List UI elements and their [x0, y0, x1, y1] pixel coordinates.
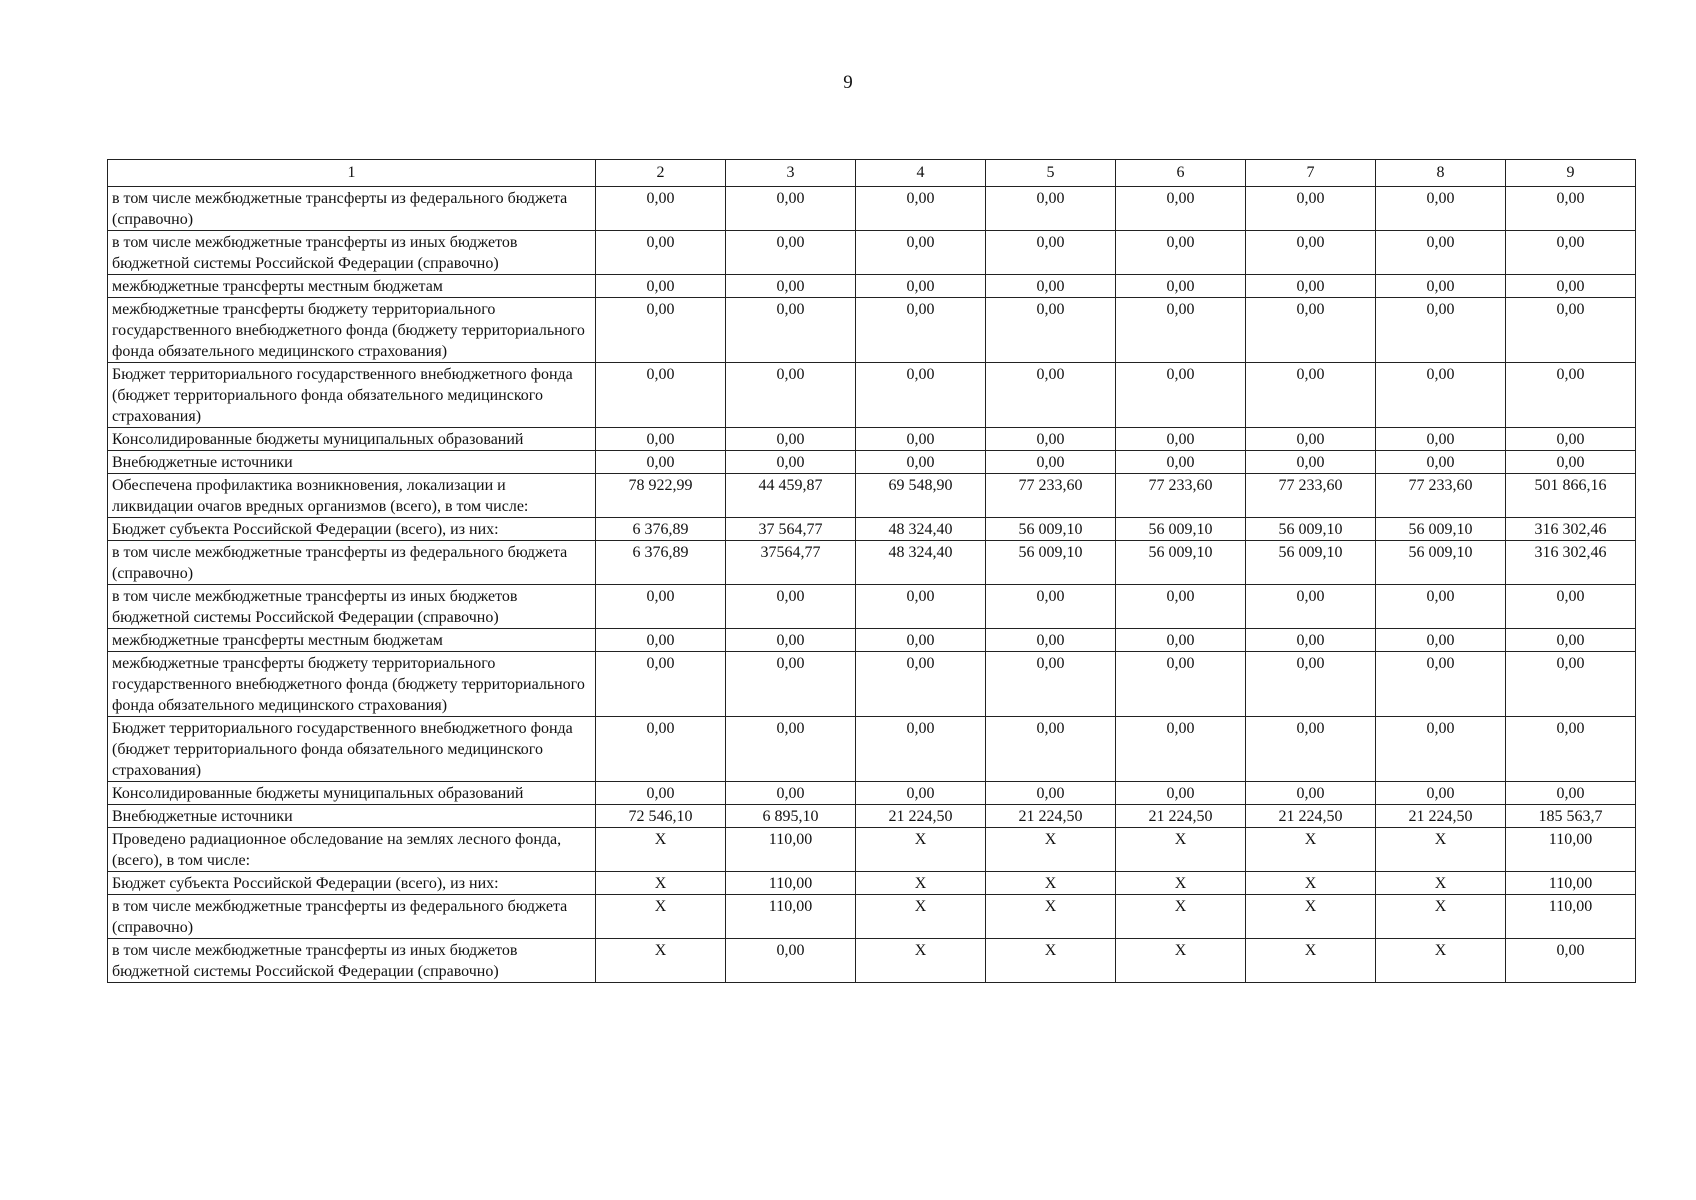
cell-value: 0,00 — [1116, 717, 1246, 782]
cell-value: 0,00 — [1376, 298, 1506, 363]
cell-value: 501 866,16 — [1506, 474, 1636, 518]
cell-value: 0,00 — [986, 629, 1116, 652]
cell-value: 0,00 — [986, 451, 1116, 474]
cell-value: 0,00 — [726, 652, 856, 717]
cell-value: 0,00 — [1116, 298, 1246, 363]
cell-value: 0,00 — [1376, 187, 1506, 231]
cell-value: 0,00 — [596, 629, 726, 652]
cell-value: 0,00 — [986, 717, 1116, 782]
cell-value: 316 302,46 — [1506, 541, 1636, 585]
cell-value: 0,00 — [726, 585, 856, 629]
cell-value: 21 224,50 — [986, 805, 1116, 828]
row-label: в том числе межбюджетные трансферты из иных бюджетов бюджетной системы Российской Федерации (справочно) — [108, 231, 596, 275]
cell-value: X — [596, 939, 726, 983]
row-label: Бюджет субъекта Российской Федерации (всего), из них: — [108, 872, 596, 895]
cell-value: 0,00 — [1116, 629, 1246, 652]
cell-value: X — [1246, 939, 1376, 983]
cell-value: 0,00 — [596, 275, 726, 298]
cell-value: 0,00 — [1246, 717, 1376, 782]
table-row — [108, 298, 1636, 363]
cell-value: 0,00 — [1246, 428, 1376, 451]
cell-value: 0,00 — [726, 187, 856, 231]
table-row — [108, 939, 1636, 983]
cell-value: 0,00 — [596, 451, 726, 474]
row-label: Внебюджетные источники — [108, 805, 596, 828]
row-label: межбюджетные трансферты местным бюджетам — [108, 275, 596, 298]
cell-value: 110,00 — [1506, 872, 1636, 895]
cell-value: 0,00 — [596, 782, 726, 805]
table-row — [108, 895, 1636, 939]
cell-value: 6 376,89 — [596, 541, 726, 585]
column-header: 5 — [986, 160, 1116, 187]
cell-value: 56 009,10 — [986, 541, 1116, 585]
cell-value: 0,00 — [1116, 585, 1246, 629]
cell-value: 56 009,10 — [986, 518, 1116, 541]
cell-value: 0,00 — [596, 585, 726, 629]
cell-value: 0,00 — [1246, 782, 1376, 805]
row-label: в том числе межбюджетные трансферты из федерального бюджета (справочно) — [108, 187, 596, 231]
cell-value: 56 009,10 — [1376, 541, 1506, 585]
cell-value: 0,00 — [1116, 363, 1246, 428]
budget-table — [107, 159, 1636, 983]
cell-value: X — [1116, 872, 1246, 895]
cell-value: 0,00 — [1246, 275, 1376, 298]
cell-value: 0,00 — [986, 363, 1116, 428]
cell-value: 0,00 — [726, 298, 856, 363]
row-label: межбюджетные трансферты местным бюджетам — [108, 629, 596, 652]
row-label: Консолидированные бюджеты муниципальных образований — [108, 782, 596, 805]
row-label: в том числе межбюджетные трансферты из иных бюджетов бюджетной системы Российской Федерации (справочно) — [108, 585, 596, 629]
cell-value: 0,00 — [1376, 782, 1506, 805]
cell-value: 0,00 — [986, 782, 1116, 805]
cell-value: 0,00 — [856, 451, 986, 474]
cell-value: 0,00 — [1506, 782, 1636, 805]
cell-value: 0,00 — [986, 187, 1116, 231]
cell-value: 0,00 — [1376, 652, 1506, 717]
cell-value: 0,00 — [1506, 451, 1636, 474]
cell-value: 48 324,40 — [856, 541, 986, 585]
cell-value: 0,00 — [726, 451, 856, 474]
row-label: Бюджет территориального государственного внебюджетного фонда (бюджет территориального фонда обязательного медицинского страхования) — [108, 717, 596, 782]
table-row — [108, 872, 1636, 895]
cell-value: 0,00 — [596, 298, 726, 363]
column-header: 1 — [108, 160, 596, 187]
cell-value: 0,00 — [1506, 652, 1636, 717]
table-row — [108, 782, 1636, 805]
table-row — [108, 652, 1636, 717]
cell-value: 0,00 — [1116, 652, 1246, 717]
table-row — [108, 717, 1636, 782]
cell-value: 0,00 — [596, 231, 726, 275]
row-label: Проведено радиационное обследование на землях лесного фонда, (всего), в том числе: — [108, 828, 596, 872]
cell-value: 0,00 — [1246, 451, 1376, 474]
cell-value: X — [986, 872, 1116, 895]
cell-value: 6 895,10 — [726, 805, 856, 828]
cell-value: 21 224,50 — [1116, 805, 1246, 828]
cell-value: 0,00 — [596, 717, 726, 782]
table-row — [108, 231, 1636, 275]
cell-value: 0,00 — [1506, 629, 1636, 652]
row-label: межбюджетные трансферты бюджету территориального государственного внебюджетного фонда (бюджету территориального фонда обязательного медицинского страхования) — [108, 652, 596, 717]
cell-value: 110,00 — [726, 872, 856, 895]
cell-value: X — [596, 828, 726, 872]
cell-value: 0,00 — [596, 363, 726, 428]
column-header: 4 — [856, 160, 986, 187]
cell-value: 0,00 — [1116, 231, 1246, 275]
cell-value: 56 009,10 — [1116, 518, 1246, 541]
cell-value: X — [856, 872, 986, 895]
table-header-row — [108, 160, 1636, 187]
column-header: 2 — [596, 160, 726, 187]
cell-value: 0,00 — [1246, 231, 1376, 275]
cell-value: 0,00 — [1246, 652, 1376, 717]
cell-value: 0,00 — [1246, 585, 1376, 629]
column-header: 7 — [1246, 160, 1376, 187]
cell-value: 21 224,50 — [856, 805, 986, 828]
cell-value: 0,00 — [986, 428, 1116, 451]
cell-value: 37564,77 — [726, 541, 856, 585]
cell-value: 44 459,87 — [726, 474, 856, 518]
cell-value: 77 233,60 — [1376, 474, 1506, 518]
cell-value: 110,00 — [1506, 895, 1636, 939]
cell-value: 185 563,7 — [1506, 805, 1636, 828]
cell-value: X — [856, 939, 986, 983]
cell-value: 0,00 — [726, 629, 856, 652]
cell-value: 0,00 — [986, 231, 1116, 275]
cell-value: 6 376,89 — [596, 518, 726, 541]
cell-value: 0,00 — [1506, 585, 1636, 629]
cell-value: X — [1116, 828, 1246, 872]
cell-value: 0,00 — [726, 717, 856, 782]
cell-value: 0,00 — [596, 428, 726, 451]
column-header: 3 — [726, 160, 856, 187]
table-row — [108, 541, 1636, 585]
cell-value: 56 009,10 — [1116, 541, 1246, 585]
table-row — [108, 187, 1636, 231]
cell-value: X — [986, 939, 1116, 983]
cell-value: 0,00 — [1376, 231, 1506, 275]
cell-value: 0,00 — [1506, 275, 1636, 298]
row-label: Консолидированные бюджеты муниципальных образований — [108, 428, 596, 451]
table-row — [108, 828, 1636, 872]
cell-value: 0,00 — [1246, 298, 1376, 363]
cell-value: 0,00 — [726, 428, 856, 451]
cell-value: 0,00 — [1246, 363, 1376, 428]
column-header: 9 — [1506, 160, 1636, 187]
cell-value: 0,00 — [726, 275, 856, 298]
cell-value: X — [1376, 895, 1506, 939]
cell-value: 0,00 — [856, 585, 986, 629]
cell-value: 37 564,77 — [726, 518, 856, 541]
cell-value: 0,00 — [856, 231, 986, 275]
cell-value: 316 302,46 — [1506, 518, 1636, 541]
cell-value: 0,00 — [986, 275, 1116, 298]
table-row — [108, 474, 1636, 518]
cell-value: 0,00 — [1506, 939, 1636, 983]
cell-value: 0,00 — [726, 782, 856, 805]
row-label: Внебюджетные источники — [108, 451, 596, 474]
cell-value: 110,00 — [726, 828, 856, 872]
column-header: 6 — [1116, 160, 1246, 187]
cell-value: X — [596, 872, 726, 895]
cell-value: 0,00 — [596, 187, 726, 231]
cell-value: X — [1116, 895, 1246, 939]
cell-value: 0,00 — [1376, 451, 1506, 474]
table-row — [108, 629, 1636, 652]
cell-value: 72 546,10 — [596, 805, 726, 828]
cell-value: 0,00 — [1116, 782, 1246, 805]
cell-value: 0,00 — [1376, 717, 1506, 782]
table-row — [108, 805, 1636, 828]
cell-value: 0,00 — [856, 298, 986, 363]
cell-value: 77 233,60 — [1246, 474, 1376, 518]
table-row — [108, 518, 1636, 541]
cell-value: 0,00 — [856, 652, 986, 717]
cell-value: 0,00 — [856, 782, 986, 805]
cell-value: X — [1376, 872, 1506, 895]
cell-value: 21 224,50 — [1246, 805, 1376, 828]
row-label: Бюджет субъекта Российской Федерации (всего), из них: — [108, 518, 596, 541]
cell-value: 0,00 — [1376, 629, 1506, 652]
cell-value: 0,00 — [986, 298, 1116, 363]
cell-value: 0,00 — [856, 717, 986, 782]
cell-value: X — [1376, 939, 1506, 983]
cell-value: 56 009,10 — [1246, 541, 1376, 585]
cell-value: 0,00 — [1506, 231, 1636, 275]
cell-value: 0,00 — [856, 187, 986, 231]
cell-value: 0,00 — [1376, 275, 1506, 298]
cell-value: 0,00 — [1116, 451, 1246, 474]
row-label: межбюджетные трансферты бюджету территориального государственного внебюджетного фонда (бюджету территориального фонда обязательного медицинского страхования) — [108, 298, 596, 363]
cell-value: 56 009,10 — [1246, 518, 1376, 541]
cell-value: 0,00 — [856, 428, 986, 451]
cell-value: 48 324,40 — [856, 518, 986, 541]
cell-value: X — [856, 895, 986, 939]
cell-value: X — [856, 828, 986, 872]
cell-value: X — [1116, 939, 1246, 983]
cell-value: 0,00 — [1506, 428, 1636, 451]
cell-value: 0,00 — [1506, 187, 1636, 231]
cell-value: 0,00 — [986, 585, 1116, 629]
cell-value: 69 548,90 — [856, 474, 986, 518]
cell-value: X — [1246, 895, 1376, 939]
cell-value: 0,00 — [1376, 585, 1506, 629]
cell-value: 110,00 — [1506, 828, 1636, 872]
cell-value: 78 922,99 — [596, 474, 726, 518]
cell-value: X — [1246, 872, 1376, 895]
cell-value: X — [986, 828, 1116, 872]
table-row — [108, 363, 1636, 428]
column-header: 8 — [1376, 160, 1506, 187]
cell-value: 0,00 — [726, 231, 856, 275]
table-row — [108, 451, 1636, 474]
cell-value: 0,00 — [856, 363, 986, 428]
cell-value: 0,00 — [856, 629, 986, 652]
cell-value: 0,00 — [1246, 629, 1376, 652]
cell-value: 21 224,50 — [1376, 805, 1506, 828]
cell-value: 0,00 — [726, 939, 856, 983]
row-label: в том числе межбюджетные трансферты из федерального бюджета (справочно) — [108, 895, 596, 939]
table-row — [108, 585, 1636, 629]
cell-value: 0,00 — [1376, 428, 1506, 451]
cell-value: 77 233,60 — [986, 474, 1116, 518]
cell-value: 0,00 — [986, 652, 1116, 717]
cell-value: 0,00 — [726, 363, 856, 428]
cell-value: X — [1246, 828, 1376, 872]
cell-value: 0,00 — [1506, 363, 1636, 428]
cell-value: 0,00 — [1116, 187, 1246, 231]
cell-value: 0,00 — [596, 652, 726, 717]
cell-value: 0,00 — [1246, 187, 1376, 231]
table-row — [108, 428, 1636, 451]
cell-value: 56 009,10 — [1376, 518, 1506, 541]
cell-value: 77 233,60 — [1116, 474, 1246, 518]
page-number: 9 — [843, 72, 853, 93]
cell-value: 110,00 — [726, 895, 856, 939]
row-label: Обеспечена профилактика возникновения, локализации и ликвидации очагов вредных организмов (всего), в том числе: — [108, 474, 596, 518]
cell-value: 0,00 — [1116, 428, 1246, 451]
cell-value: X — [596, 895, 726, 939]
cell-value: X — [1376, 828, 1506, 872]
cell-value: 0,00 — [1506, 298, 1636, 363]
row-label: в том числе межбюджетные трансферты из федерального бюджета (справочно) — [108, 541, 596, 585]
cell-value: X — [986, 895, 1116, 939]
cell-value: 0,00 — [856, 275, 986, 298]
cell-value: 0,00 — [1376, 363, 1506, 428]
row-label: в том числе межбюджетные трансферты из иных бюджетов бюджетной системы Российской Федерации (справочно) — [108, 939, 596, 983]
row-label: Бюджет территориального государственного внебюджетного фонда (бюджет территориального фонда обязательного медицинского страхования) — [108, 363, 596, 428]
table-row — [108, 275, 1636, 298]
cell-value: 0,00 — [1116, 275, 1246, 298]
cell-value: 0,00 — [1506, 717, 1636, 782]
